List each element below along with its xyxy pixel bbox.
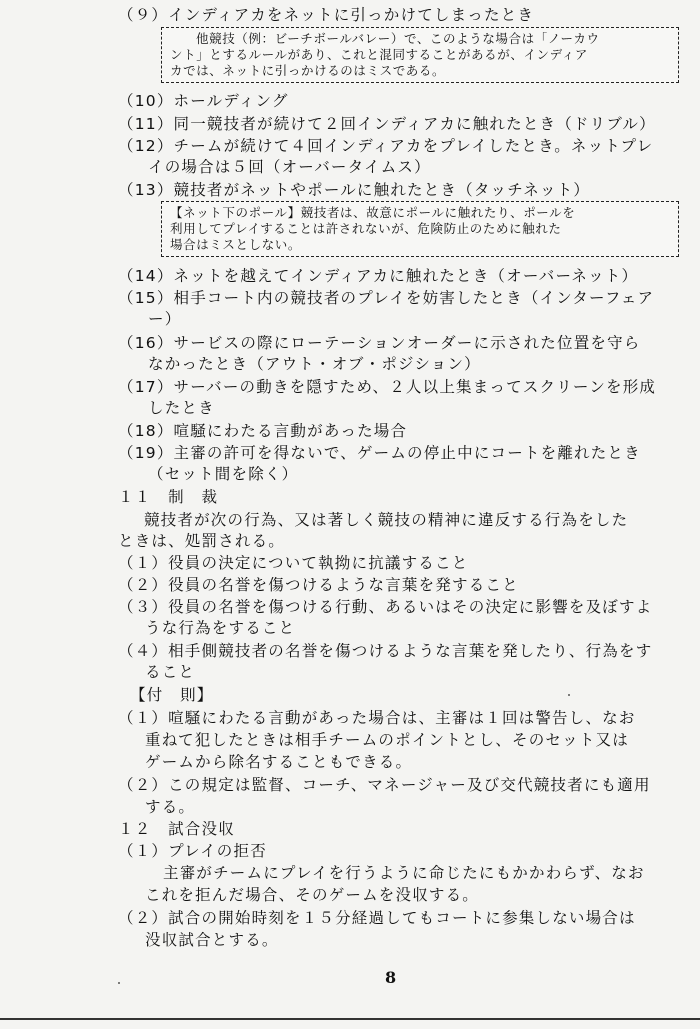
rule-1: （１）喧騒にわたる言動があった場合は、主審は１回は警告し、なお xyxy=(118,709,636,727)
item-19-cont: （セット間を除く） xyxy=(148,465,299,483)
section-11-intro: 競技者が次の行為、又は著しく競技の精神に違反する行為をした xyxy=(144,511,629,529)
forfeit-1: （１）プレイの拒否 xyxy=(118,842,267,860)
sanction-4-cont: ること xyxy=(145,663,196,681)
sanction-1: （１）役員の決定について執拗に抗議すること xyxy=(118,554,469,572)
note-line: 【ネット下のポール】競技者は、故意にポールに触れたり、ポールを xyxy=(170,205,576,220)
section-11-intro-cont: ときは、処罰される。 xyxy=(118,532,286,550)
item-16-cont: なかったとき（アウト・オブ・ポジション） xyxy=(148,355,481,373)
forfeit-1-text-cont: これを拒んだ場合、そのゲームを没収する。 xyxy=(145,886,480,904)
rule-1-cont: ゲームから除名することもできる。 xyxy=(145,753,413,771)
rule-1-cont: 重ねて犯したときは相手チームのポイントとし、そのセット又は xyxy=(145,731,629,749)
item-10: （10）ホールディング xyxy=(118,92,289,110)
item-17: （17）サーバーの動きを隠すため、２人以上集まってスクリーンを形成 xyxy=(118,378,657,396)
note-box-ball-in-net xyxy=(161,27,679,83)
item-11: （11）同一競技者が続けて２回インディアカに触れたとき（ドリブル） xyxy=(118,115,656,133)
supplementary-rules-heading: 【付 則】 xyxy=(130,686,214,704)
scan-edge-line xyxy=(0,1018,700,1020)
item-15-cont: ー） xyxy=(148,310,182,328)
rule-2-cont: する。 xyxy=(145,798,196,816)
rule-2: （２）この規定は監督、コーチ、マネージャー及び交代競技者にも適用 xyxy=(118,776,651,794)
scan-speck xyxy=(118,982,120,984)
item-15: （15）相手コート内の競技者のプレイを妨害したとき（インターフェア xyxy=(118,289,655,307)
sanction-2: （２）役員の名誉を傷つけるような言葉を発すること xyxy=(118,576,519,594)
note-box-net-pole xyxy=(161,201,679,257)
sanction-3-cont: うな行為をすること xyxy=(145,619,296,637)
sanction-4: （４）相手側競技者の名誉を傷つけるような言葉を発したり、行為をす xyxy=(118,642,653,660)
item-16: （16）サービスの際にローテーションオーダーに示された位置を守ら xyxy=(118,334,641,352)
forfeit-1-text: 主審がチームにプレイを行うように命じたにもかかわらず、なお xyxy=(163,864,645,882)
item-14: （14）ネットを越えてインディアカに触れたとき（オーバーネット） xyxy=(118,267,639,285)
scan-speck xyxy=(568,694,570,696)
note-line: 場合はミスとしない。 xyxy=(170,237,302,252)
section-heading-11: １１ 制 裁 xyxy=(118,488,219,506)
item-12: （12）チームが続けて４回インディアカをプレイしたとき。ネットプレ xyxy=(118,137,654,155)
sanction-3: （３）役員の名誉を傷つける行動、あるいはその決定に影響を及ぼすよ xyxy=(118,598,653,616)
section-heading-12: １２ 試合没収 xyxy=(118,820,235,838)
item-9: （９）インディアカをネットに引っかけてしまったとき xyxy=(118,6,535,24)
item-18: （18）喧騒にわたる言動があった場合 xyxy=(118,422,408,440)
item-19: （19）主審の許可を得ないで、ゲームの停止中にコートを離れたとき xyxy=(118,444,641,462)
item-17-cont: したとき xyxy=(148,399,215,417)
item-12-cont: イの場合は５回（オーバータイムス） xyxy=(148,158,431,176)
note-line: 他競技（例：ビーチボールバレー）で、このような場合は「ノーカウ xyxy=(196,31,600,46)
forfeit-2-cont: 没収試合とする。 xyxy=(145,931,279,949)
note-line: 利用してプレイすることは許されないが、危険防止のために触れた xyxy=(170,221,562,236)
forfeit-2: （２）試合の開始時刻を１５分経過してもコートに参集しない場合は xyxy=(118,909,636,927)
note-line: カでは、ネットに引っかけるのはミスである。 xyxy=(170,63,446,78)
page-number: 8 xyxy=(385,968,397,987)
note-line: ント」とするルールがあり、これと混同することがあるが、インディア xyxy=(170,47,588,62)
item-13: （13）競技者がネットやポールに触れたとき（タッチネット） xyxy=(118,181,591,199)
